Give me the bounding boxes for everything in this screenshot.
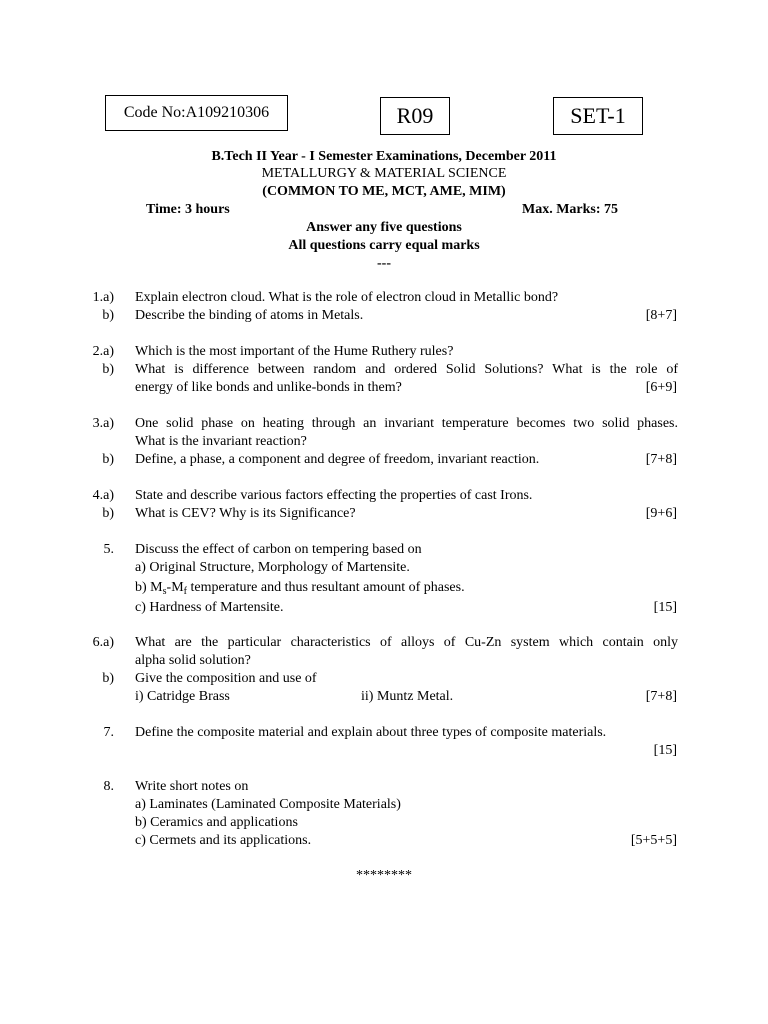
subpart-suffix: temperature and thus resultant amount of phases. (187, 580, 465, 595)
subscript-s: s (162, 586, 167, 597)
subject-title: METALLURGY & MATERIAL SCIENCE (261, 166, 507, 181)
question-marks: [7+8] (645, 689, 677, 704)
question-number: 6.a) (92, 635, 114, 650)
regulation-box (380, 97, 450, 135)
question-number: 4.a) (92, 488, 114, 503)
question-text: What is difference between random and ordered Solid Solutions? What is the role of (135, 362, 678, 377)
question-number: 8. (103, 779, 114, 794)
question-number: b) (102, 362, 114, 377)
question-3 (0, 415, 768, 469)
question-text: Define the composite material and explain about three types of composite materials. (135, 725, 607, 740)
question-marks: [15] (653, 600, 677, 615)
question-text: State and describe various factors effecting the properties of cast Irons. (135, 488, 533, 503)
code-number-box (105, 95, 288, 131)
question-6 (0, 634, 768, 706)
exam-title: B.Tech II Year - I Semester Examinations, December 2011 (211, 149, 557, 164)
set-label: SET-1 (570, 103, 626, 128)
question-4 (0, 487, 768, 523)
question-subpart: b) Ceramics and applications (135, 815, 298, 830)
set-box (553, 97, 643, 135)
question-subpart: i) Catridge Brass (135, 689, 230, 704)
question-marks: [7+8] (645, 452, 677, 467)
common-branches: (COMMON TO ME, MCT, AME, MIM) (262, 184, 506, 199)
question-1 (0, 289, 768, 325)
question-number: b) (102, 506, 114, 521)
question-text: alpha solid solution? (135, 653, 251, 668)
question-subpart: ii) Muntz Metal. (361, 689, 454, 704)
code-number: Code No:A109210306 (123, 104, 270, 121)
question-number: b) (102, 671, 114, 686)
question-5 (0, 541, 768, 617)
question-2 (0, 343, 768, 397)
question-text: What is CEV? Why is its Significance? (135, 506, 356, 521)
question-text: energy of like bonds and unlike-bonds in them? (135, 380, 402, 395)
header-separator: --- (377, 256, 391, 271)
question-marks: [9+6] (645, 506, 677, 521)
instruction-marks: All questions carry equal marks (288, 238, 480, 253)
question-number: 2.a) (92, 344, 114, 359)
question-subpart: a) Original Structure, Morphology of Martensite. (135, 560, 410, 575)
question-8 (0, 778, 768, 850)
question-marks: [6+9] (645, 380, 677, 395)
question-number: 7. (103, 725, 114, 740)
instruction-answer: Answer any five questions (306, 220, 462, 235)
question-text: Describe the binding of atoms in Metals. (135, 308, 364, 323)
question-text: One solid phase on heating through an invariant temperature becomes two solid phases. (135, 416, 678, 431)
regulation: R09 (396, 103, 434, 128)
exam-time: Time: 3 hours (146, 202, 230, 217)
end-of-paper-marker: ******** (356, 868, 412, 883)
question-7 (0, 724, 768, 760)
question-text: Give the composition and use of (135, 671, 317, 686)
max-marks: Max. Marks: 75 (522, 202, 619, 217)
question-number: b) (102, 452, 114, 467)
question-subpart: a) Laminates (Laminated Composite Materials) (135, 797, 401, 812)
question-text: Discuss the effect of carbon on tempering based on (135, 542, 422, 557)
subpart-prefix: b) M (135, 580, 163, 595)
question-text: What is the invariant reaction? (135, 434, 307, 449)
question-text: What are the particular characteristics of alloys of Cu-Zn system which contain only (135, 635, 678, 650)
question-marks: [8+7] (645, 308, 677, 323)
question-text: Explain electron cloud. What is the role of electron cloud in Metallic bond? (135, 290, 559, 305)
question-number: 3.a) (92, 416, 114, 431)
question-marks: [5+5+5] (630, 833, 677, 848)
question-number: 5. (103, 542, 114, 557)
question-subpart: c) Cermets and its applications. (135, 833, 312, 848)
question-subpart (135, 577, 465, 599)
subpart-mid: -M (166, 580, 184, 595)
question-number: b) (102, 308, 114, 323)
question-text: Write short notes on (135, 779, 249, 794)
question-subpart: c) Hardness of Martensite. (135, 600, 284, 615)
subscript-f: f (183, 586, 187, 597)
question-marks: [15] (653, 743, 677, 758)
question-text: Which is the most important of the Hume Ruthery rules? (135, 344, 454, 359)
question-number: 1.a) (92, 290, 114, 305)
question-text: Define, a phase, a component and degree of freedom, invariant reaction. (135, 452, 540, 467)
